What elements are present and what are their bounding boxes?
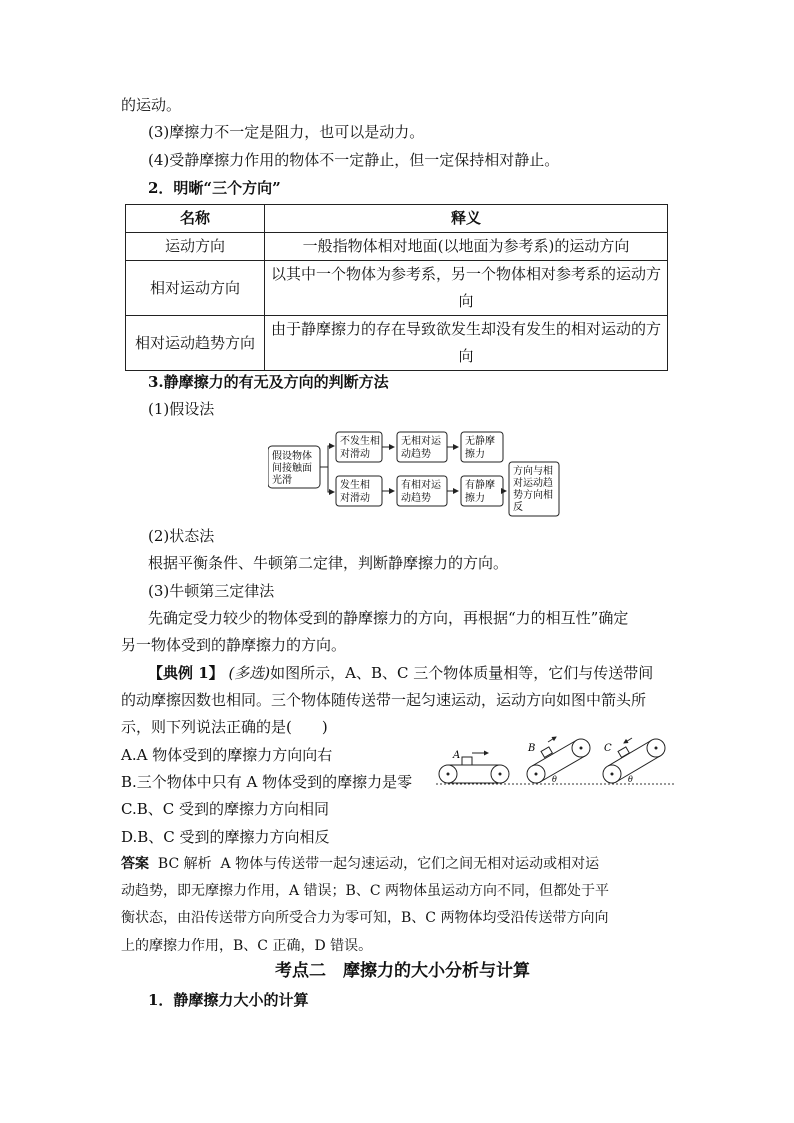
example-text: 如图所示，A、B、C 三个物体质量相等，它们与传送带间 xyxy=(270,664,654,682)
flow-text: 反 xyxy=(513,502,523,513)
answer-line: 上的摩擦力作用，B、C 正确，D 错误。 xyxy=(121,938,373,954)
table-row xyxy=(126,261,668,316)
flow-text: 擦力 xyxy=(465,449,485,460)
flow-text: 光滑 xyxy=(272,475,292,486)
flow-text: 对运动趋 xyxy=(513,478,553,489)
text-line: 的动摩擦因数也相同。三个物体随传送带一起匀速运动，运动方向如图中箭头所 xyxy=(121,691,647,709)
text-line: 的运动。 xyxy=(121,96,182,114)
section-heading: 2．明晰“三个方向” xyxy=(148,179,281,197)
label-theta: θ xyxy=(628,775,633,784)
section-heading: 3.静摩擦力的有无及方向的判断方法 xyxy=(148,373,389,391)
option-a: A.A 物体受到的摩擦力方向向右 xyxy=(121,746,333,764)
section-heading: 1．静摩擦力大小的计算 xyxy=(148,991,309,1009)
text-line: 另一物体受到的静摩擦力的方向。 xyxy=(121,636,347,654)
table-cell: 一般指物体相对地面(以地面为参考系)的运动方向 xyxy=(265,233,668,261)
option-d: D.B、C 受到的摩擦力方向相反 xyxy=(121,828,330,846)
flow-text: 间接触面 xyxy=(272,463,312,474)
flow-text: 势方向相 xyxy=(513,490,553,501)
flow-text: 有相对运 xyxy=(401,480,441,491)
table-cell: 相对运动趋势方向 xyxy=(126,316,265,371)
example-tag: (多选) xyxy=(228,664,271,682)
table-cell: 相对运动方向 xyxy=(126,261,265,316)
answer-label: 答案 xyxy=(121,856,149,872)
flow-text: 不发生相 xyxy=(340,436,380,447)
assumption-flowchart xyxy=(268,430,568,518)
answer-line xyxy=(121,853,599,875)
flow-text: 发生相 xyxy=(340,480,370,491)
flow-text: 有静摩 xyxy=(465,480,495,491)
flow-text: 对滑动 xyxy=(340,493,370,504)
flow-text: 擦力 xyxy=(465,493,485,504)
text-line: 示，则下列说法正确的是( ) xyxy=(121,718,328,736)
conveyor-belts-figure xyxy=(436,734,676,792)
table-cell: 由于静摩擦力的存在导致欲发生却没有发生的相对运动的方向 xyxy=(265,316,668,371)
answer-line: 衡状态，由沿传送带方向所受合力为零可知，B、C 两物体均受沿传送带方向向 xyxy=(121,910,609,926)
option-c: C.B、C 受到的摩擦力方向相同 xyxy=(121,800,329,818)
text-line: (3)摩擦力不一定是阻力，也可以是动力。 xyxy=(148,123,425,141)
label-a: A xyxy=(453,750,461,761)
text-line: (3)牛顿第三定律法 xyxy=(148,582,275,600)
flow-text: 动趋势 xyxy=(401,449,431,460)
answer-line: 动趋势，即无摩擦力作用，A 错误；B、C 两物体虽运动方向不同，但都处于平 xyxy=(121,883,610,899)
table-row xyxy=(126,233,668,261)
answer-key: BC 解析 xyxy=(157,856,212,872)
directions-table xyxy=(125,204,668,371)
table-row xyxy=(126,316,668,371)
flow-text: 无相对运 xyxy=(401,436,441,447)
text-line: 根据平衡条件、牛顿第二定律，判断静摩擦力的方向。 xyxy=(148,554,509,572)
flow-text: 假设物体 xyxy=(272,451,312,462)
answer-text: A 物体与传送带一起匀速运动，它们之间无相对运动或相对运 xyxy=(220,856,600,872)
label-c: C xyxy=(604,743,612,754)
example-label: 【典例 1】 xyxy=(148,664,224,682)
flow-text: 方向与相 xyxy=(513,466,553,477)
example-line xyxy=(148,662,653,684)
flow-text: 无静摩 xyxy=(465,436,495,447)
label-theta: θ xyxy=(552,775,557,784)
belt-c xyxy=(603,738,665,784)
label-b: B xyxy=(528,743,536,754)
option-b: B.三个物体中只有 A 物体受到的摩擦力是零 xyxy=(121,773,413,791)
belt-b xyxy=(527,737,590,784)
table-header: 释义 xyxy=(265,205,668,233)
table-header: 名称 xyxy=(126,205,265,233)
text-line: (4)受静摩擦力作用的物体不一定静止，但一定保持相对静止。 xyxy=(148,151,560,169)
table-cell: 以其中一个物体为参考系，另一个物体相对参考系的运动方向 xyxy=(265,261,668,316)
text-line: (2)状态法 xyxy=(148,527,215,545)
text-line: (1)假设法 xyxy=(148,400,215,418)
text-line: 先确定受力较少的物体受到的静摩擦力的方向，再根据“力的相互性”确定 xyxy=(148,609,629,627)
belt-a xyxy=(439,750,509,783)
section-title: 考点二 摩擦力的大小分析与计算 xyxy=(275,961,530,981)
flow-text: 对滑动 xyxy=(340,449,370,460)
flow-text: 动趋势 xyxy=(401,493,431,504)
table-cell: 运动方向 xyxy=(126,233,265,261)
